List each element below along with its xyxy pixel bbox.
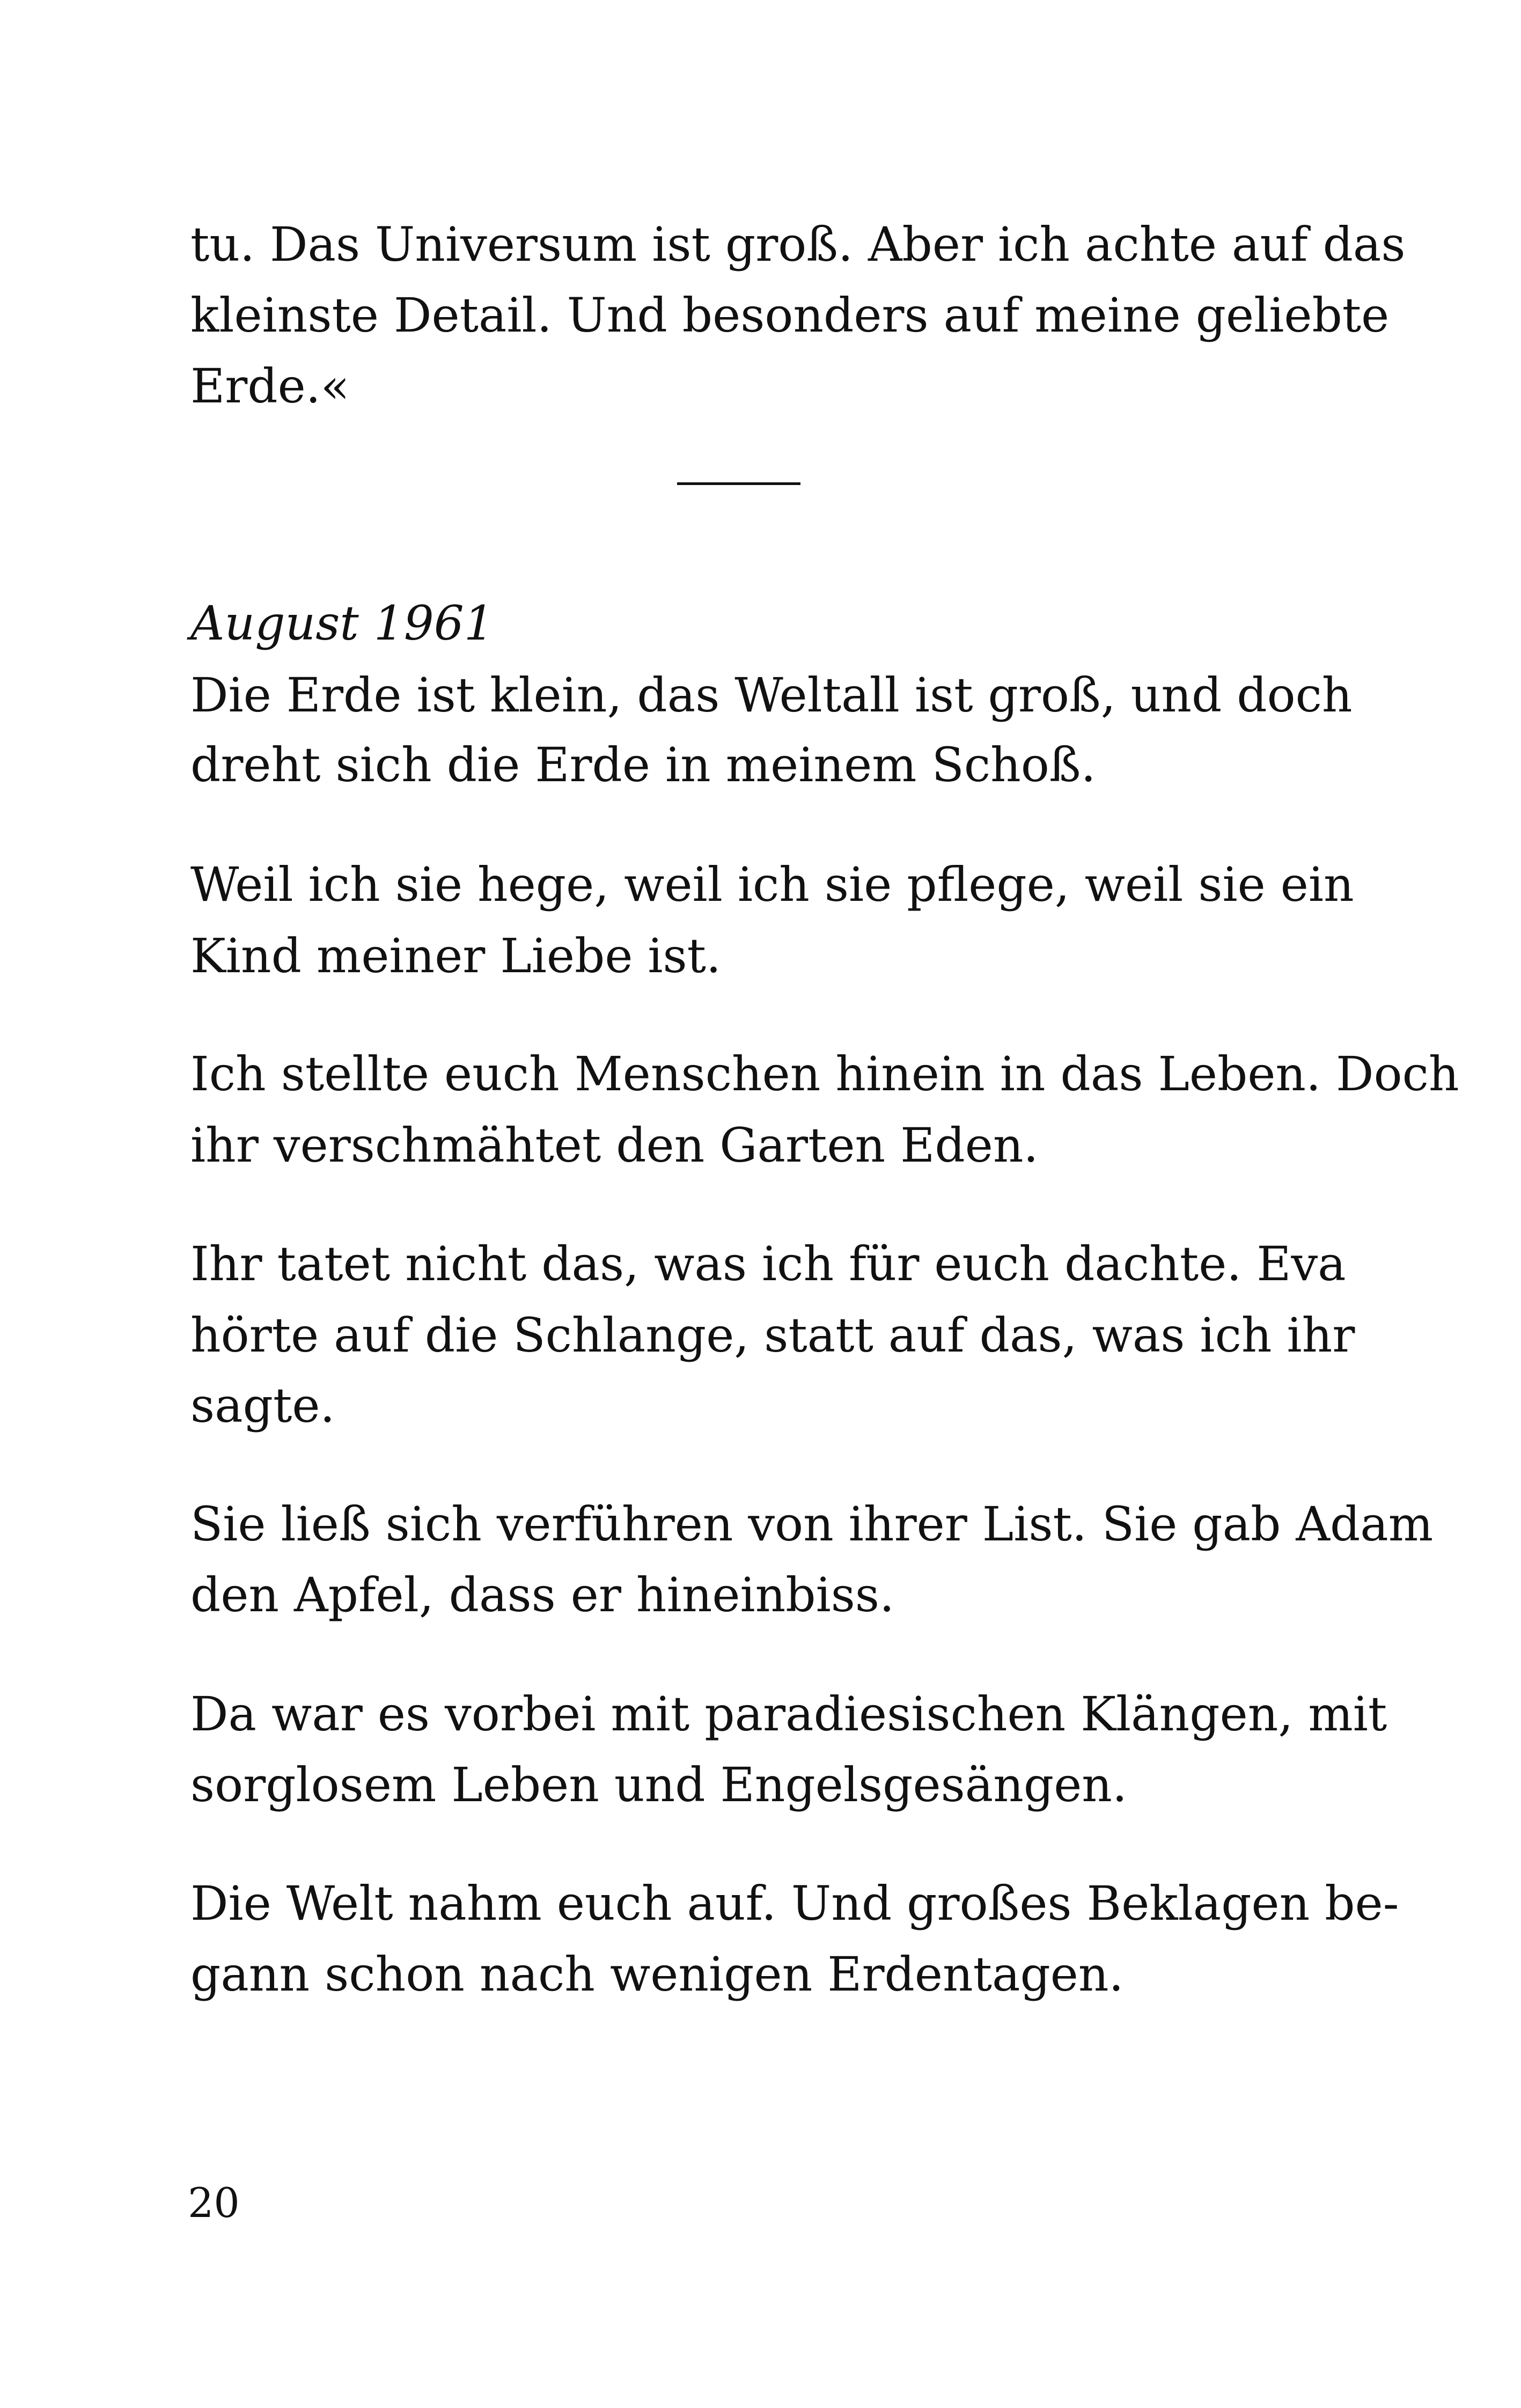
page-number: 20 [188,2179,240,2227]
text-line: Da war es vorbei mit paradiesischen Klängen, mit [190,1686,1387,1742]
text-line: Ihr tatet nicht das, was ich für euch dachte. Eva [190,1236,1346,1291]
text-line: sagte. [190,1378,335,1433]
text-line: Die Welt nahm euch auf. Und großes Beklagen be- [190,1876,1399,1931]
text-line: ihr verschmähtet den Garten Eden. [190,1118,1039,1173]
section-divider [677,482,800,485]
text-line: dreht sich die Erde in meinem Schoß. [190,737,1096,792]
text-line: Ich stellte euch Menschen hinein in das Leben. Doch [190,1046,1459,1102]
text-line: sorglosem Leben und Engelsgesängen. [190,1757,1127,1812]
text-line: Sie ließ sich verführen von ihrer List. Sie gab Adam [190,1496,1434,1552]
text-line: Weil ich sie hege, weil ich sie pflege, weil sie ein [190,857,1354,912]
text-line: den Apfel, dass er hineinbiss. [190,1567,895,1623]
text-line: Kind meiner Liebe ist. [190,928,722,983]
text-line: Die Erde ist klein, das Weltall ist groß, und doch [190,667,1353,723]
text-line: tu. Das Universum ist groß. Aber ich achte auf das [190,217,1406,272]
text-line: Erde.« [190,358,350,414]
section-date-heading: August 1961 [190,596,494,651]
text-line: kleinste Detail. Und besonders auf meine geliebte [190,288,1390,343]
text-line: hörte auf die Schlange, statt auf das, was ich ihr [190,1308,1355,1363]
text-line: gann schon nach wenigen Erdentagen. [190,1947,1124,2002]
